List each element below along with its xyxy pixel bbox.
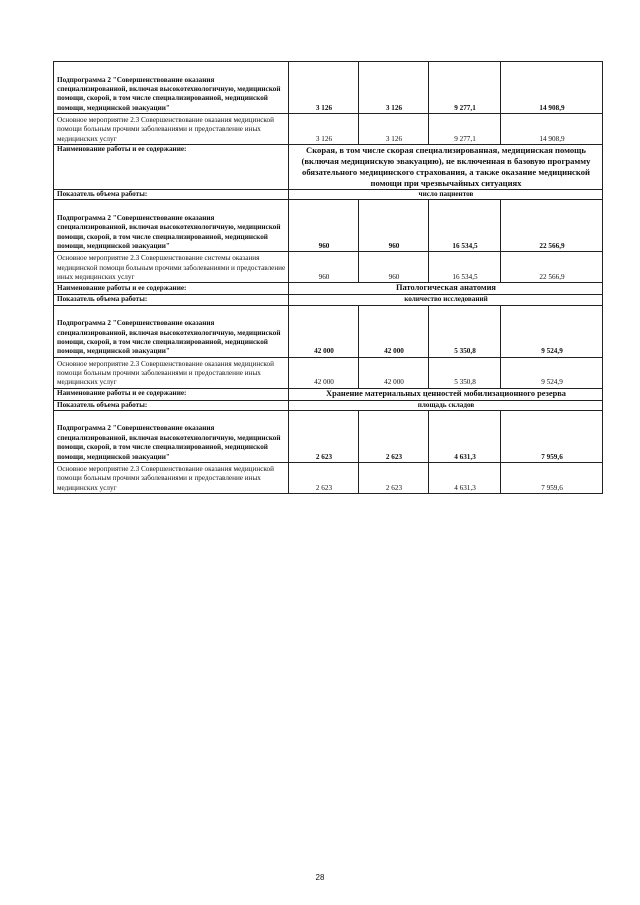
row-label: Наименование работы и ее содержание: [54, 283, 289, 295]
value-cell: 960 [289, 200, 359, 252]
table-row [54, 410, 603, 462]
work-name-text: Скорая, в том числе скорая специализированная, медицинская помощь (включая медицинскую эвакуацию), не включенная в базовую программу обязательного медицинского страхования, а также оказание медицинской помощи при чрезвычайных ситуациях [289, 145, 603, 190]
work-name-text: Хранение материальных ценностей мобилизационного резерва [289, 388, 603, 400]
value-cell: 960 [359, 252, 429, 283]
row-label: Основное мероприятие 2.3 Совершенствование оказания медицинской помощи больным прочими заболеваниями и предоставление иных медицинских услуг [54, 357, 289, 388]
volume-indicator-row [54, 295, 603, 305]
row-label: Основное мероприятие 2.3 Совершенствование оказания медицинской помощи больным прочими заболеваниями и предоставление иных медицинских услуг [54, 114, 289, 145]
value-cell: 9 524,9 [501, 305, 603, 357]
table-row [54, 252, 603, 283]
work-name-row [54, 388, 603, 400]
value-cell: 3 126 [289, 62, 359, 114]
value-cell: 22 566,9 [501, 200, 603, 252]
volume-indicator-text: площадь складов [289, 400, 603, 410]
row-label: Наименование работы и ее содержание: [54, 145, 289, 190]
row-label: Подпрограмма 2 "Совершенствование оказания специализированной, включая высокотехнологичную, медицинской помощи, скорой, в том числе специализированной, медицинской помощи, медицинской эвакуации" [54, 200, 289, 252]
volume-indicator-text: число пациентов [289, 190, 603, 200]
value-cell: 5 350,8 [429, 357, 501, 388]
value-cell: 2 623 [359, 462, 429, 493]
row-label: Показатель объема работы: [54, 295, 289, 305]
value-cell: 14 908,9 [501, 62, 603, 114]
table-row [54, 62, 603, 114]
value-cell: 960 [289, 252, 359, 283]
value-cell: 5 350,8 [429, 305, 501, 357]
row-label: Наименование работы и ее содержание: [54, 388, 289, 400]
value-cell: 2 623 [289, 410, 359, 462]
value-cell: 2 623 [359, 410, 429, 462]
table-row [54, 114, 603, 145]
value-cell: 16 534,5 [429, 252, 501, 283]
value-cell: 42 000 [289, 357, 359, 388]
row-label: Показатель объема работы: [54, 190, 289, 200]
value-cell: 960 [359, 200, 429, 252]
value-cell: 3 126 [289, 114, 359, 145]
row-label: Подпрограмма 2 "Совершенствование оказания специализированной, включая высокотехнологичную, медицинской помощи, скорой, в том числе специализированной, медицинской помощи, медицинской эвакуации" [54, 410, 289, 462]
value-cell: 3 126 [359, 114, 429, 145]
table-row [54, 200, 603, 252]
value-cell: 9 277,1 [429, 62, 501, 114]
volume-indicator-text: количество исследований [289, 295, 603, 305]
table-row [54, 305, 603, 357]
work-name-row [54, 283, 603, 295]
value-cell: 7 959,6 [501, 462, 603, 493]
value-cell: 42 000 [359, 305, 429, 357]
table-row [54, 357, 603, 388]
row-label: Показатель объема работы: [54, 400, 289, 410]
table-row [54, 462, 603, 493]
value-cell: 22 566,9 [501, 252, 603, 283]
value-cell: 9 277,1 [429, 114, 501, 145]
value-cell: 14 908,9 [501, 114, 603, 145]
value-cell: 9 524,9 [501, 357, 603, 388]
value-cell: 7 959,6 [501, 410, 603, 462]
work-name-text: Патологическая анатомия [289, 283, 603, 295]
row-label: Основное мероприятие 2.3 Совершенствование оказания медицинской помощи больным прочими заболеваниями и предоставление иных медицинских услуг [54, 462, 289, 493]
value-cell: 4 631,3 [429, 410, 501, 462]
value-cell: 42 000 [359, 357, 429, 388]
volume-indicator-row [54, 190, 603, 200]
value-cell: 3 126 [359, 62, 429, 114]
row-label: Основное мероприятие 2.3 Совершенствование системы оказания медицинской помощи больным прочими заболеваниями и предоставление иных медицинских услуг [54, 252, 289, 283]
row-label: Подпрограмма 2 "Совершенствование оказания специализированной, включая высокотехнологичную, медицинской помощи, скорой, в том числе специализированной, медицинской помощи, медицинской эвакуации" [54, 305, 289, 357]
value-cell: 42 000 [289, 305, 359, 357]
page-number: 28 [315, 873, 325, 882]
value-cell: 16 534,5 [429, 200, 501, 252]
program-table [53, 61, 603, 494]
volume-indicator-row [54, 400, 603, 410]
row-label: Подпрограмма 2 "Совершенствование оказания специализированной, включая высокотехнологичную, медицинской помощи, скорой, в том числе специализированной, медицинской помощи, медицинской эвакуации" [54, 62, 289, 114]
work-name-row [54, 145, 603, 190]
value-cell: 2 623 [289, 462, 359, 493]
value-cell: 4 631,3 [429, 462, 501, 493]
